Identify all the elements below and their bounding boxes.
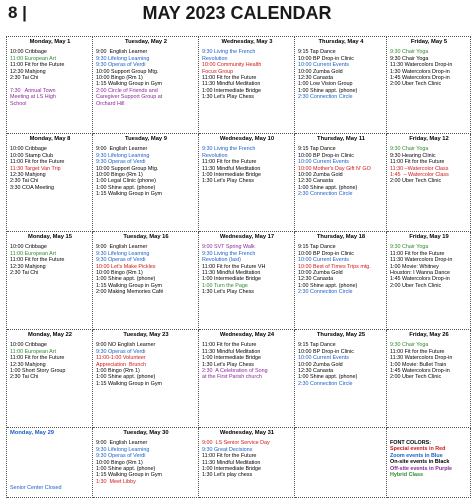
event-item: 1:00 Intermediate Bridge: [202, 87, 262, 94]
event-item: 9:00 English Learner: [96, 146, 148, 153]
day-cell: [199, 37, 295, 134]
event-item: 10:00 Community Health Focus Group: [202, 62, 262, 75]
event-item: 1:00 Intermediate Bridge: [202, 172, 262, 179]
event-item: 12:30 Mahjong: [10, 68, 46, 75]
event-item: 7:30 Annual Town Meeting at LS High School: [10, 87, 56, 107]
event-item: 10:00 Support Group Mtg.: [96, 165, 159, 172]
event-item: 11:30 –Watercolor Class: [390, 165, 449, 172]
day-cell: [387, 134, 471, 232]
day-heading: Monday, May 1: [29, 39, 71, 45]
page-number: 8 |: [8, 3, 27, 22]
event-item: 1:00 Movie: Whitney Houston: I Wanna Dance: [390, 263, 451, 277]
event-item: 9:30 Living the French Revolution: [202, 49, 256, 62]
event-item: 2:30 Connection Circle: [298, 94, 353, 101]
calendar-header: [0, 0, 474, 30]
event-item: 1:00 Shine appt. (phone): [96, 276, 156, 283]
event-item: 9:30 Chair Yoga: [390, 146, 429, 153]
event-item: 1:00 Shine appt. (phone): [298, 184, 358, 191]
event-item: 10:00 Bingo (Rm 1): [96, 75, 143, 82]
event-item: 1:00 Bingo (Rm 1): [96, 368, 140, 375]
event-item: 9:30 Chair Yoga: [390, 49, 429, 56]
day-cell: [387, 428, 471, 498]
event-item: 12:30 Canasta: [298, 276, 334, 283]
event-item: 1:30 Let's Play Chess: [202, 178, 254, 185]
event-item: 11:30 Mindful Meditation: [202, 165, 261, 172]
event-item: 9:30 Living the French Revolution: [202, 146, 256, 159]
event-item: 9:00 English Learner: [96, 49, 148, 56]
event-item: 11:30 Mindful Meditation: [202, 348, 261, 355]
event-item: 1:30 Let's Play Chess: [202, 94, 254, 101]
event-item: 9:30 Hearing Clinic: [390, 152, 436, 159]
event-item: 1:30 Let's Play Chess: [202, 289, 254, 296]
event-item: 9:15 Tap Dance: [298, 49, 336, 56]
event-item: 1:00 Intermediate Bridge: [202, 276, 262, 283]
event-item: 1:00 Legal Clinic (phone): [96, 178, 156, 185]
legend-line: Zoom events in Blue: [390, 452, 443, 459]
day-heading: Friday, May 26: [409, 332, 449, 338]
day-heading: Friday, May 12: [409, 136, 449, 142]
day-heading: Wednesday, May 24: [219, 332, 275, 338]
event-item: 10:00 Current Events: [298, 62, 349, 69]
event-item: 1:00 Shine appt. (phone): [298, 282, 358, 289]
event-item: 2:30 Connection Circle: [298, 380, 353, 387]
event-item: 1:00 Shine appt. (phone): [298, 87, 358, 94]
day-heading: Monday, May 8: [29, 136, 71, 142]
day-cell: [7, 330, 93, 428]
event-item: 9:30 Chair Yoga: [390, 244, 429, 251]
day-cell: [199, 134, 295, 232]
event-item: 11:00 Fit for the Future: [202, 159, 257, 166]
event-item: 10:00 Bingo (Rm 1): [96, 459, 143, 466]
event-item: 1:30 Let's play chess: [202, 472, 253, 479]
day-heading: Tuesday, May 23: [123, 332, 169, 338]
event-item: 2:00 Circle of Friends and Caregiver Support Group at Orchard Hill: [96, 87, 163, 107]
event-item: 1:45 Watercolors Drop-in: [390, 276, 450, 283]
event-item: 9:30 Lifelong Learning: [96, 152, 150, 159]
event-item: 9:30 Great Decisions: [202, 446, 253, 453]
event-item: 3:30 COA Meeting: [10, 184, 55, 191]
day-cell: [93, 134, 199, 232]
day-cell: [295, 37, 387, 134]
event-item: 9:15 Tap Dance: [298, 342, 336, 349]
event-item: 9:30 Lifelong Learning: [96, 446, 150, 453]
day-heading: Tuesday, May 2: [125, 39, 167, 45]
event-item: 9:30 Lifelong Learning: [96, 250, 150, 257]
event-item: 10:00 BP Drop-in Clinic: [298, 250, 354, 257]
day-cell: [295, 428, 387, 498]
event-item: 11:00 Fit for the Future: [202, 75, 257, 82]
event-item: 10:00 BP Drop-in Clinic: [298, 55, 354, 62]
event-item: 1:00 Low Vision Group: [298, 81, 353, 88]
event-item: 12:30 Mahjong: [10, 263, 46, 270]
event-item: 11:30 Mindful Meditation: [202, 270, 261, 277]
event-item: 10:00 Stamp Club: [10, 152, 54, 159]
day-cell: [295, 330, 387, 428]
event-item: 9:15 Tap Dance: [298, 146, 336, 153]
event-item: 10:00 Zumba Gold: [298, 270, 343, 277]
event-item: 10:00 Zumba Gold: [298, 172, 343, 179]
event-item: 1:00 Shine appt. (phone): [96, 466, 156, 473]
event-item: 2:30 Connection Circle: [298, 289, 353, 296]
event-item: 9:15 Tap Dance: [298, 244, 336, 251]
day-heading: Tuesday, May 9: [125, 136, 167, 142]
event-item: 2:30 A Celebration of Song at the First Parish church: [202, 368, 268, 381]
page-title: MAY 2023 CALENDAR: [142, 3, 332, 23]
event-item: 1:30 Let's Play Chess: [202, 361, 254, 368]
day-cell: [387, 330, 471, 428]
event-item: 1:00 Movie: Bullet Train: [390, 361, 447, 368]
day-heading: Friday, May 5: [410, 39, 448, 45]
event-item: 11:30 Target Van Trip: [10, 165, 61, 172]
event-item: 11:00 Fit for the Future: [10, 355, 65, 362]
event-item: 9:30 Operas of Verdi: [96, 453, 146, 460]
day-cell: [295, 232, 387, 330]
event-item: 11:30 Watercolors Drop-in: [390, 355, 453, 362]
event-item: 9:00 SVT Spring Walk: [202, 244, 255, 251]
day-cell: [93, 330, 199, 428]
event-item: 11:00 Fit for the Future: [390, 159, 445, 166]
day-cell: [93, 232, 199, 330]
legend-line: Special events in Red: [390, 446, 446, 453]
day-heading: Monday, May 29: [10, 430, 55, 436]
event-item: 9:00 English Learner: [96, 440, 148, 447]
event-item: Senior Center Closed: [10, 485, 62, 492]
event-item: 2:00 Uber Tech Clinic: [390, 178, 442, 185]
day-cell: [387, 232, 471, 330]
event-item: 1:00 Turn the Page: [202, 282, 248, 289]
event-item: 11:00 Fit for the Future VH: [202, 263, 266, 270]
event-item: 11:00 European Art: [10, 250, 57, 257]
event-item: 12:30 Canasta: [298, 75, 334, 82]
event-item: 11:00 European Art: [10, 55, 57, 62]
legend-line: Hybrid Class: [390, 472, 423, 479]
day-cell: [7, 428, 93, 498]
day-heading: Thursday, May 11: [317, 136, 365, 142]
day-cell: [199, 428, 295, 498]
event-item: 10:00 Bingo (Rm 1): [96, 270, 143, 277]
day-heading: Thursday, May 18: [316, 234, 366, 240]
event-item: 9:30 Operas of Verdi: [96, 159, 146, 166]
event-item: 1:00 Intermediate Bridge: [202, 355, 262, 362]
event-item: 11:00 Fit for the Future: [202, 453, 257, 460]
day-cell: [7, 232, 93, 330]
event-item: 11:00 Fit for the Future: [202, 342, 257, 349]
event-item: 10:00 BP Drop-in Clinic: [298, 152, 354, 159]
event-item: 2:00 Uber Tech Clinic: [390, 374, 442, 381]
day-cell: [387, 37, 471, 134]
event-item: 1:00 Shine appt. (phone): [298, 374, 358, 381]
event-item: 12:30 Canasta: [298, 178, 334, 185]
event-item: 10:00 Cribbage: [10, 146, 47, 153]
day-heading: Friday, May 19: [409, 234, 449, 240]
event-item: 1:45 Watercolors Drop-in: [390, 75, 450, 82]
event-item: 9:30 Chair Yoga: [390, 342, 429, 349]
event-item: 12:30 Mahjong: [10, 172, 46, 179]
day-cell: [199, 232, 295, 330]
day-heading: Tuesday, May 16: [123, 234, 169, 240]
event-item: 10:00 Cribbage: [10, 244, 47, 251]
event-item: 1:15 Walking Group in Gym: [96, 191, 163, 198]
event-item: 1:30 Meet Libby: [96, 478, 136, 485]
event-item: 1:00 Intermediate Bridge: [202, 466, 262, 473]
event-item: 11:30 Mindful Meditation: [202, 459, 261, 466]
day-heading: Wednesday, May 10: [219, 136, 275, 142]
event-item: 9:00 English Learner: [96, 244, 148, 251]
event-item: 10:00 Best of Times Trips mtg.: [298, 263, 371, 270]
event-item: 9:30 Operas of Verdi: [96, 348, 146, 355]
event-item: 10:00 Cribbage: [10, 342, 47, 349]
event-item: 2:30 Tai Chi: [10, 178, 39, 185]
event-item: 11:00 Fit for the Future: [390, 348, 445, 355]
day-heading: Thursday, May 4: [318, 39, 364, 45]
event-item: 9:30 Operas of Verdi: [96, 257, 146, 264]
day-cell: [93, 37, 199, 134]
legend-line: Off-site events in Purple: [390, 465, 453, 472]
event-item: 9:30 Lifelong Learning: [96, 55, 150, 62]
event-item: 9:30 Living the French Revolution (last): [202, 250, 256, 264]
day-heading: Tuesday, May 30: [123, 430, 169, 436]
day-heading: Wednesday, May 17: [219, 234, 275, 240]
event-item: 10:00 Bingo (Rm 1): [96, 172, 143, 179]
event-item: 1:15 Walking Group in Gym: [96, 282, 163, 289]
event-item: 1:45 – Watercolor Class: [390, 172, 449, 179]
event-item: 10:00 Current Events: [298, 159, 349, 166]
day-heading: Wednesday, May 3: [221, 39, 273, 45]
event-item: 11:30 Watercolors Drop-in: [390, 62, 453, 69]
event-item: 1:00 Shine appt. (phone): [96, 184, 156, 191]
event-item: 10:00 Current Events: [298, 355, 349, 362]
day-cell: [93, 428, 199, 498]
day-cell: [295, 134, 387, 232]
event-item: 1:15 Walking Group in Gym: [96, 380, 163, 387]
event-item: 9:30 Chair Yoga: [390, 55, 429, 62]
day-heading: Monday, May 15: [27, 234, 73, 240]
day-heading: Monday, May 22: [27, 332, 73, 338]
event-item: 2:30 Tai Chi: [10, 75, 39, 82]
event-item: 10:00 Zumba Gold: [298, 68, 343, 75]
day-cell: [199, 330, 295, 428]
event-item: 2:30 Tai Chi: [10, 270, 39, 277]
event-item: 10:00 Support Group Mtg.: [96, 68, 159, 75]
event-item: 10:00 BP Drop-in Clinic: [298, 348, 354, 355]
day-cell: [7, 134, 93, 232]
day-cell: [7, 37, 93, 134]
day-heading: Thursday, May 25: [316, 332, 366, 338]
event-item: 1:15 Walking Group in Gym: [96, 81, 163, 88]
event-item: 11:00 European Art: [10, 348, 57, 355]
event-item: 10:00 Zumba Gold: [298, 361, 343, 368]
event-item: 11:30 Mindful Meditation: [202, 81, 261, 88]
event-item: 10:00 Current Events: [298, 257, 349, 264]
event-item: 11:30 Watercolors Drop-in: [390, 257, 453, 264]
event-item: 2:30 Tai Chi: [10, 374, 39, 381]
event-item: 11:00 Fit for the Future: [390, 250, 445, 257]
event-item: 10:00 Cribbage: [10, 49, 47, 56]
event-item: 11:00-1:00 Volunteer Appreciation Brunch: [96, 355, 147, 368]
event-item: 11:00 Fit for the Future: [10, 257, 65, 264]
event-item: 9:30 Operas of Verdi: [96, 62, 146, 69]
event-item: 11:00 Fit for the Future: [10, 159, 65, 166]
event-item: 9:00 LS Senior Service Day: [202, 440, 270, 447]
event-item: 2:00 Making Memories Café: [96, 289, 164, 296]
event-item: 1:30 Watercolors Drop-in: [390, 68, 450, 75]
legend-line: On-site events in Black: [390, 459, 450, 466]
event-item: 1:00 Shine appt. (phone): [96, 374, 156, 381]
legend-title: FONT COLORS:: [390, 440, 432, 446]
event-item: 2:30 Connection Circle: [298, 191, 353, 198]
calendar-grid: [6, 36, 471, 498]
event-item: 12:30 Mahjong: [10, 361, 46, 368]
event-item: 11:00 Fit for the Future: [10, 62, 65, 69]
event-item: 12:30 Canasta: [298, 368, 334, 375]
event-item: 1:15 Walking Group in Gym: [96, 472, 163, 479]
event-item: 1:45 Watercolors Drop-in: [390, 368, 450, 375]
event-item: 10:00 Mother's Day Gift N' GO: [298, 165, 371, 172]
event-item: 10:00 Let's Make Pickles: [96, 263, 156, 270]
event-item: 9:00 NO English Learner: [96, 342, 156, 349]
day-heading: Wednesday, May 31: [219, 430, 275, 436]
event-item: 2:00 Uber Tech Clinic: [390, 81, 442, 88]
event-item: 2:00 Uber Tech Clinic: [390, 282, 442, 289]
event-item: 1:00 Short Story Group: [10, 368, 66, 375]
